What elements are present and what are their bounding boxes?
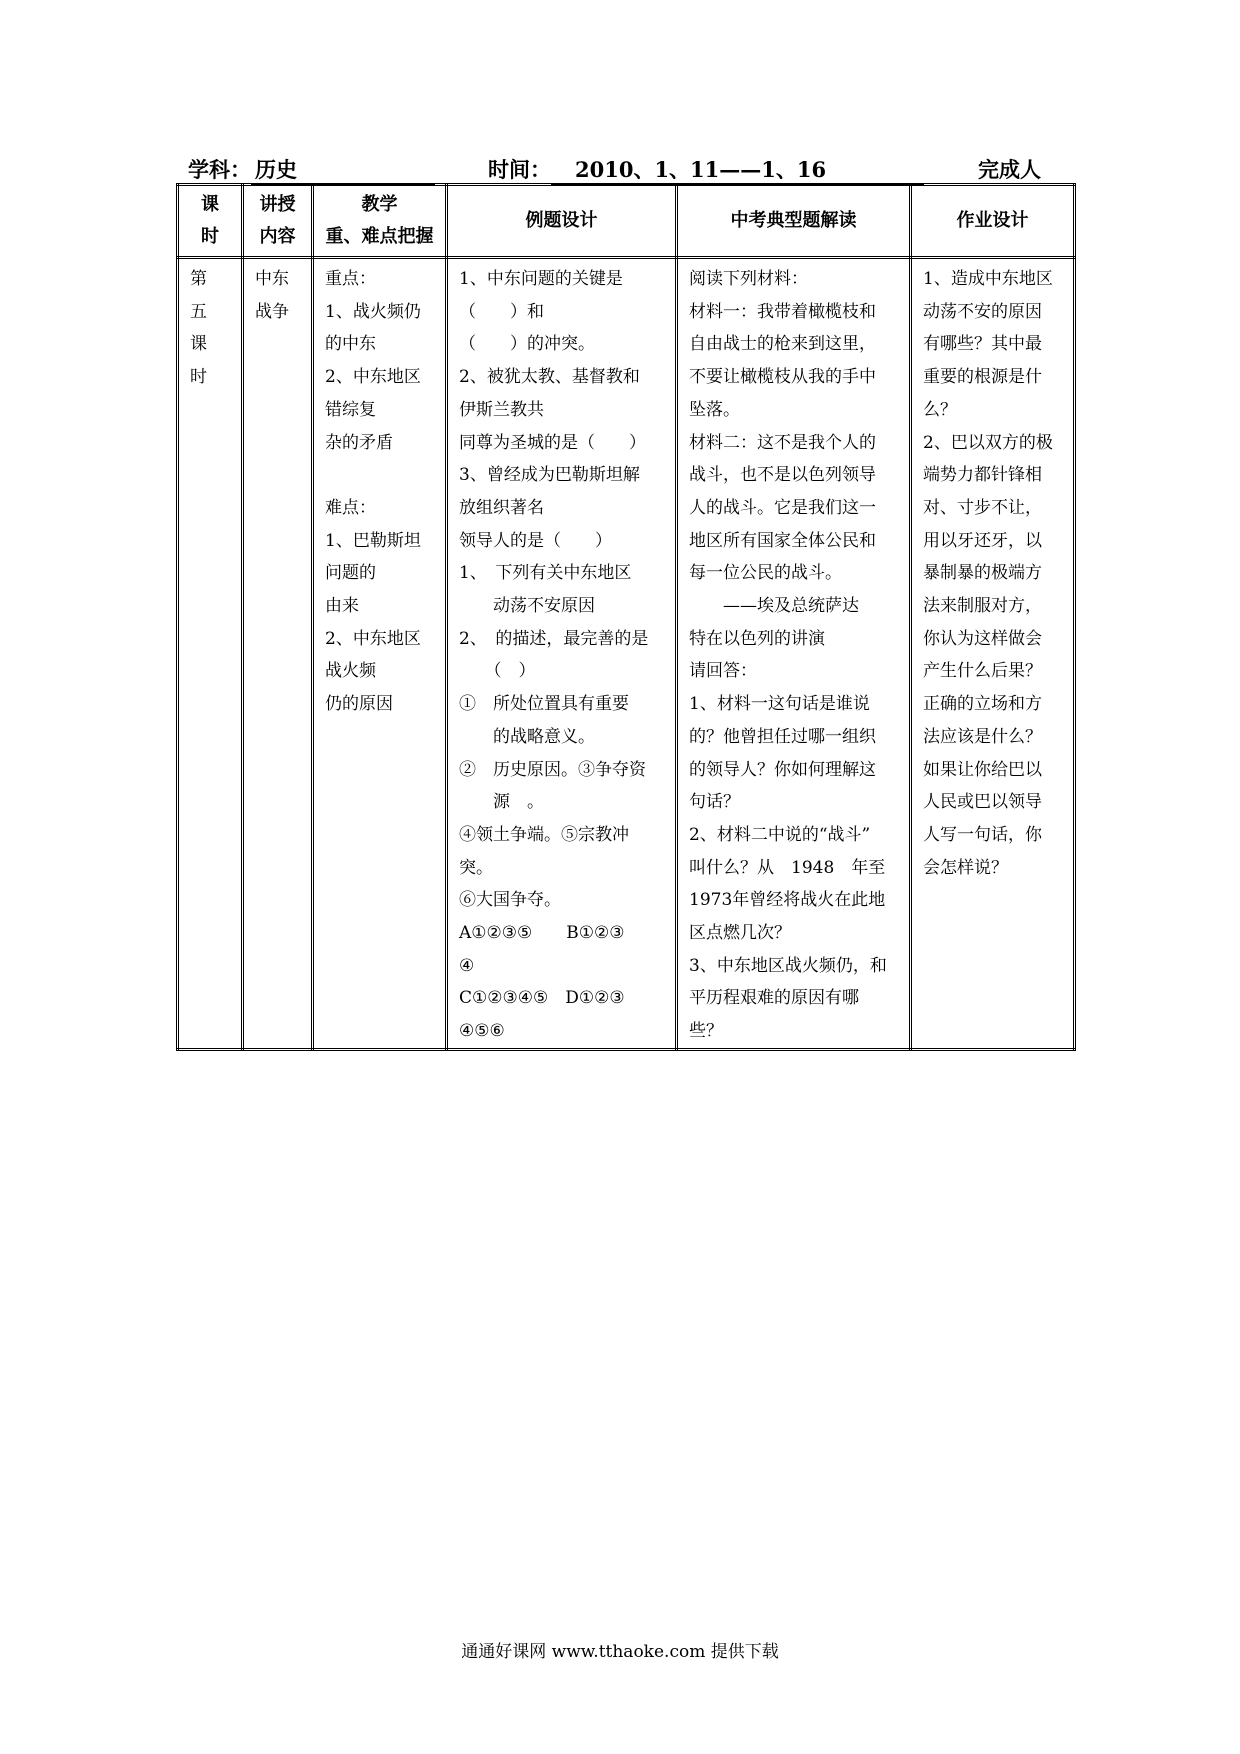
text-line: 重点：	[325, 269, 376, 289]
text-line: 法应该是什么？	[923, 726, 1042, 747]
text-line: 如果让你给巴以	[923, 759, 1042, 780]
text-line: 重、难点把握	[325, 226, 434, 247]
text-line: 杂的矛盾	[325, 432, 393, 453]
text-line: 中东	[255, 269, 289, 289]
cell-content	[243, 258, 313, 1050]
text-line: 用以牙还牙，以	[923, 530, 1042, 551]
text-line: 你认为这样做会	[923, 628, 1042, 649]
text-line: 每一位公民的战斗。	[689, 563, 842, 584]
text-line: 些？	[689, 1021, 723, 1042]
text-line: ④领土争端。⑤宗教冲	[459, 824, 629, 845]
text-line: 放组织著名	[459, 497, 544, 518]
text-line: 的领导人？你如何理解这	[689, 759, 876, 780]
text-line: 有哪些？其中最	[923, 334, 1042, 355]
text-line: 重要的根源是什	[923, 367, 1042, 388]
text-line: 难点：	[325, 497, 376, 518]
text-line: 1、战火频仍	[325, 301, 421, 322]
text-line: C①②③④⑤ D①②③	[459, 988, 625, 1009]
subject-field	[188, 154, 435, 186]
cell-lesson	[178, 258, 243, 1050]
text-line: 平历程艰难的原因有哪	[689, 988, 859, 1009]
subject-label: 学科：	[188, 157, 251, 182]
text-line: 作业设计	[956, 210, 1029, 231]
text-line: 么？	[923, 399, 957, 420]
text-line: 不要让橄榄枝从我的手中	[689, 367, 876, 388]
text-line: 2、巴以双方的极	[923, 432, 1053, 453]
text-line: 源 。	[459, 792, 544, 813]
text-line: 战争	[255, 301, 289, 322]
text-line: ② 历史原因。③争夺资	[459, 759, 646, 780]
text-line: 的？他曾担任过哪一组织	[689, 726, 876, 747]
text-line: 法来制服对方，	[923, 596, 1042, 617]
text-line: 材料二：这不是我个人的	[689, 432, 876, 453]
text-line: 突。	[459, 857, 493, 878]
text-line: 领导人的是（ ）	[459, 530, 612, 551]
text-line: 叫什么？从 1948 年至	[689, 857, 886, 878]
text-line: ④⑤⑥	[459, 1021, 505, 1042]
text-line: 正确的立场和方	[923, 694, 1042, 715]
text-line: （ ）和	[459, 301, 544, 322]
text-line: 人民或巴以领导	[923, 792, 1042, 813]
text-line: 3、中东地区战火频仍，和	[689, 955, 887, 976]
text-line: 2、材料二中说的“战斗”	[689, 824, 871, 845]
text-line: 1、巴勒斯坦	[325, 530, 421, 551]
text-line: 第	[190, 269, 207, 289]
text-line: 问题的	[325, 563, 376, 584]
text-line: 特在以色列的讲演	[689, 628, 825, 649]
text-line: 仍的原因	[325, 694, 393, 715]
text-line: （ ）的冲突。	[459, 334, 595, 355]
cell-examples	[447, 258, 677, 1050]
text-line: 暴制暴的极端方	[923, 563, 1042, 584]
text-line: 1、中东问题的关键是	[459, 269, 623, 289]
text-line: 战火频	[325, 661, 376, 682]
text-line: 伊斯兰教共	[459, 399, 544, 420]
text-line: 的战略意义。	[459, 726, 595, 747]
table-row	[178, 258, 1075, 1050]
header-focus	[313, 185, 447, 258]
header-homework	[911, 185, 1075, 258]
cell-focus	[313, 258, 447, 1050]
header-exam	[677, 185, 911, 258]
text-line: 坠落。	[689, 399, 740, 420]
author-label: 完成人	[978, 157, 1041, 182]
text-line: 阅读下列材料：	[689, 269, 808, 289]
text-line: 内容	[259, 226, 296, 247]
text-line: 句话？	[689, 792, 740, 813]
text-line: 2、 的描述，最完善的是	[459, 628, 649, 649]
text-line: 错综复	[325, 399, 376, 420]
text-line: 同尊为圣城的是（ ）	[459, 432, 646, 453]
subject-value	[251, 154, 435, 186]
text-line: 2、中东地区	[325, 367, 421, 388]
text-line: 动荡不安原因	[459, 596, 595, 617]
text-line: 请回答：	[689, 661, 757, 682]
text-line: 产生什么后果？	[923, 661, 1042, 682]
subject-value-text: 历史	[255, 157, 297, 182]
lesson-plan-table	[176, 183, 1076, 1051]
header-content	[243, 185, 313, 258]
text-line: 自由战士的枪来到这里，	[689, 334, 876, 355]
text-line: ⑥大国争夺。	[459, 890, 561, 911]
text-line: 的中东	[325, 334, 376, 355]
text-line: 课	[201, 194, 219, 215]
text-line: 1、 下列有关中东地区	[459, 563, 632, 584]
text-line	[325, 459, 435, 492]
text-line: ④	[459, 955, 475, 976]
text-line: 地区所有国家全体公民和	[689, 530, 876, 551]
text-line: 对、寸步不让，	[923, 497, 1042, 518]
text-line: 人的战斗。它是我们这一	[689, 497, 876, 518]
text-line: 教学	[361, 194, 398, 215]
header-lesson	[178, 185, 243, 258]
text-line: 2、被犹太教、基督教和	[459, 367, 640, 388]
cell-exam	[677, 258, 911, 1050]
text-line: ① 所处位置具有重要	[459, 694, 629, 715]
table-header-row	[178, 185, 1075, 258]
text-line: 时	[201, 226, 219, 247]
text-line: ——埃及总统萨达	[689, 596, 859, 617]
text-line: A①②③⑤ B①②③	[459, 923, 625, 944]
text-line: 讲授	[259, 194, 296, 215]
time-field	[488, 154, 924, 186]
text-line: 人写一句话，你	[923, 824, 1042, 845]
text-line: 1973年曾经将战火在此地	[689, 890, 886, 911]
text-line: （ ）	[459, 661, 536, 682]
text-line: 3、曾经成为巴勒斯坦解	[459, 465, 640, 486]
text-line: 动荡不安的原因	[923, 301, 1042, 322]
text-line: 课	[190, 334, 207, 355]
cell-homework	[911, 258, 1075, 1050]
text-line: 例题设计	[525, 210, 598, 231]
page-header	[188, 150, 1068, 184]
header-examples	[447, 185, 677, 258]
text-line: 材料一：我带着橄榄枝和	[689, 301, 876, 322]
text-line: 2、中东地区	[325, 628, 421, 649]
time-value	[551, 154, 924, 186]
text-line: 时	[190, 367, 207, 388]
text-line: 端势力都针锋相	[923, 465, 1042, 486]
text-line: 中考典型题解读	[730, 210, 857, 231]
text-line: 战斗，也不是以色列领导	[689, 465, 876, 486]
page-footer: 通通好课网 www.tthaoke.com 提供下载	[461, 1642, 779, 1662]
text-line: 会怎样说？	[923, 857, 1008, 878]
text-line: 1、造成中东地区	[923, 269, 1053, 289]
time-label: 时间：	[488, 157, 551, 182]
text-line: 区点燃几次？	[689, 923, 791, 944]
time-value-text: 2010、1、11——1、16	[575, 157, 827, 182]
text-line: 1、材料一这句话是谁说	[689, 694, 870, 715]
text-line: 五	[190, 301, 207, 322]
text-line: 由来	[325, 596, 359, 617]
